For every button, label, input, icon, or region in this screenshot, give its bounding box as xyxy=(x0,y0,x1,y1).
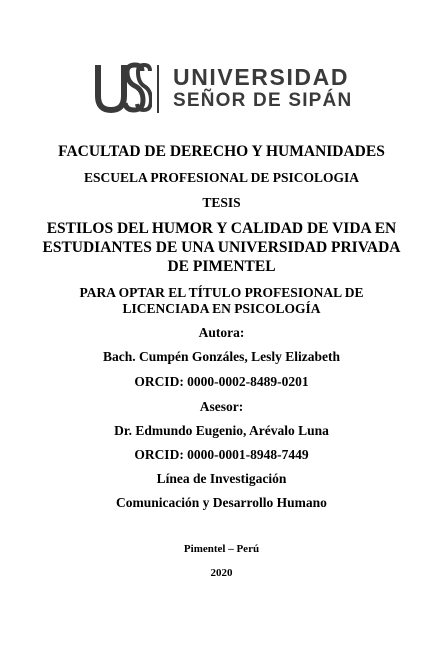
research-line: Comunicación y Desarrollo Humano xyxy=(116,495,327,510)
advisor-orcid: ORCID: 0000-0001-8948-7449 xyxy=(134,447,309,462)
logo-wordmark xyxy=(173,66,352,110)
advisor-label: Asesor: xyxy=(199,399,244,414)
document-type: TESIS xyxy=(202,195,241,210)
author-orcid: ORCID: 0000-0002-8489-0201 xyxy=(134,374,309,389)
thesis-title-line: DE PIMENTEL xyxy=(167,258,276,275)
advisor-name: Dr. Edmundo Eugenio, Arévalo Luna xyxy=(114,423,329,438)
degree-purpose-line: LICENCIADA EN PSICOLOGÍA xyxy=(122,301,321,316)
thesis-title-line: ESTUDIANTES DE UNA UNIVERSIDAD PRIVADA xyxy=(42,239,401,256)
degree-purpose-line: PARA OPTAR EL TÍTULO PROFESIONAL DE xyxy=(79,285,364,300)
university-logo xyxy=(94,62,359,114)
thesis-title-line: ESTILOS DEL HUMOR Y CALIDAD DE VIDA EN xyxy=(46,220,397,237)
uss-monogram-icon xyxy=(94,62,152,114)
author-label: Autora: xyxy=(198,325,245,340)
thesis-title xyxy=(0,219,443,276)
author-name: Bach. Cumpén Gonzáles, Lesly Elizabeth xyxy=(102,349,340,364)
logo-line-1: UNIVERSIDAD xyxy=(173,64,350,90)
logo-divider xyxy=(157,65,159,113)
place: Pimentel – Perú xyxy=(183,543,260,555)
research-line-label: Línea de Investigación xyxy=(156,471,287,486)
year: 2020 xyxy=(210,567,233,579)
faculty-heading: FACULTAD DE DERECHO Y HUMANIDADES xyxy=(58,143,385,160)
degree-purpose xyxy=(0,285,443,317)
logo-line-2: SEÑOR DE SIPÁN xyxy=(173,90,353,111)
school-heading: ESCUELA PROFESIONAL DE PSICOLOGIA xyxy=(84,170,359,185)
